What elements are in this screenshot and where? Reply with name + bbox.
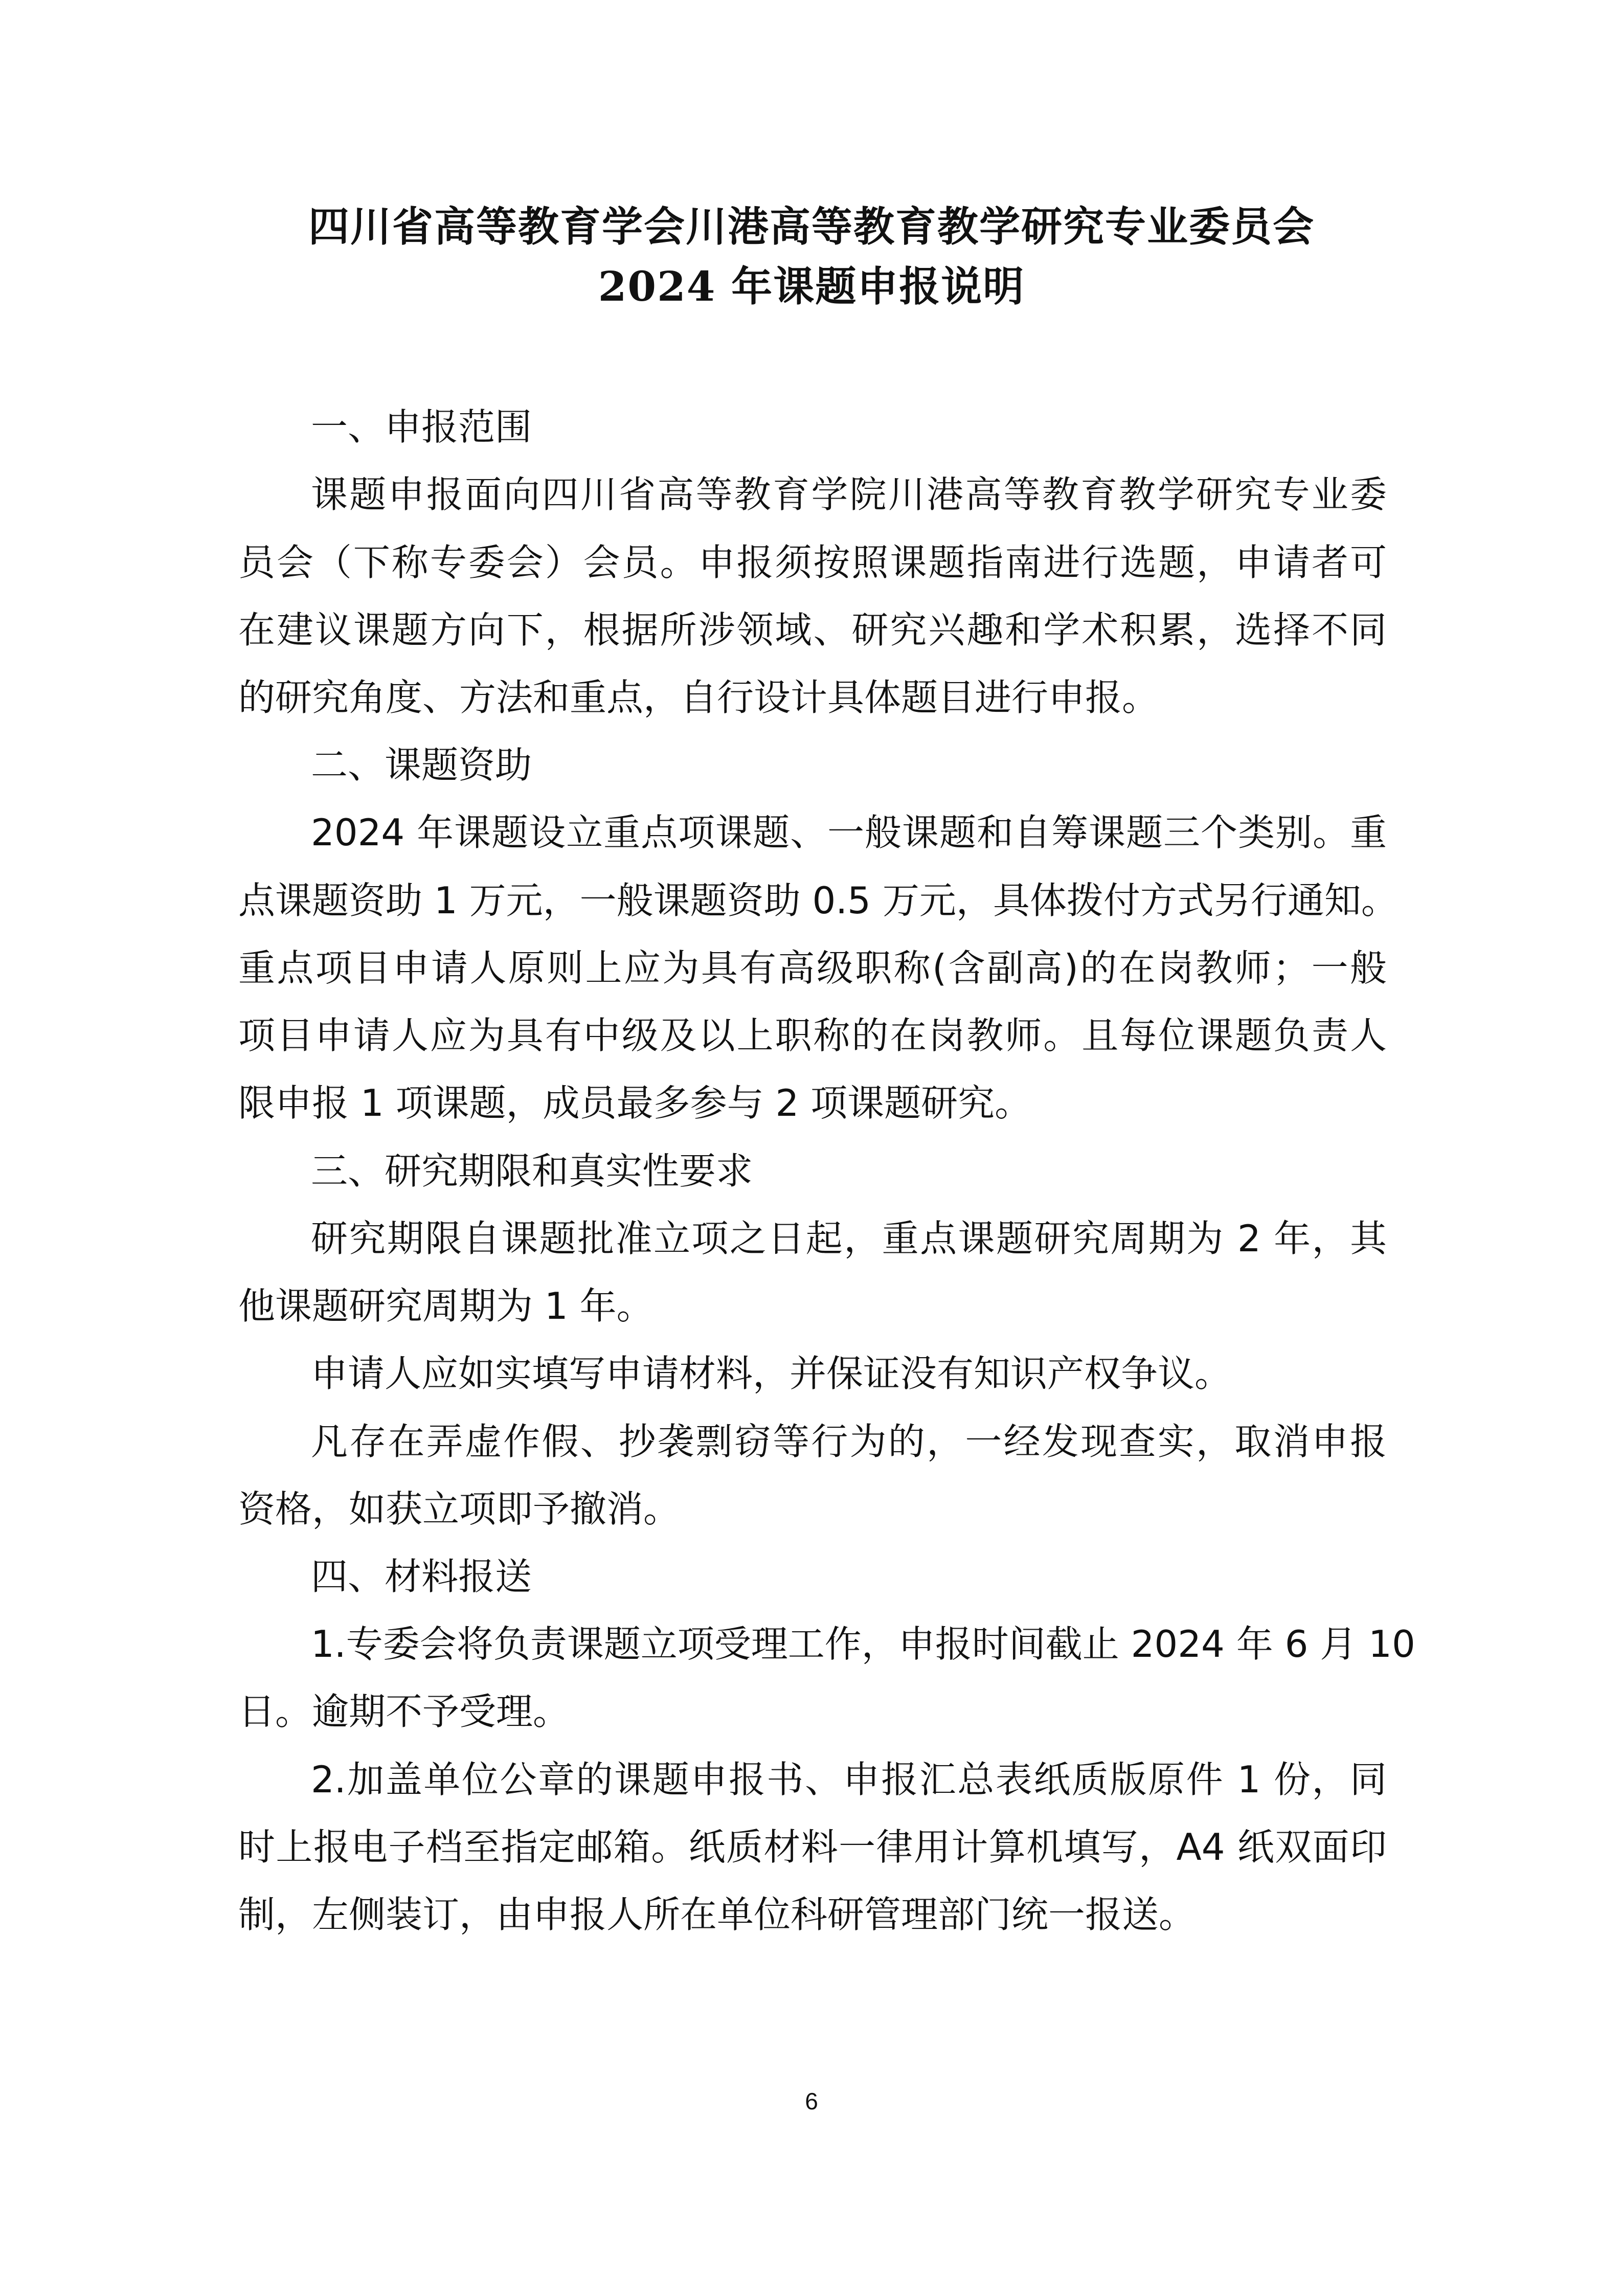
- paragraph-line: 限申报 1 项课题，成员最多参与 2 项课题研究。: [238, 1082, 1032, 1124]
- paragraph-line: 他课题研究周期为 1 年。: [238, 1285, 653, 1327]
- list-item-line: 时上报电子档至指定邮箱。纸质材料一律用计算机填写，A4 纸双面印: [238, 1826, 1387, 1869]
- document-title-line-2: 2024 年课题申报说明: [598, 262, 1025, 310]
- section-heading-submission: 四、材料报送: [311, 1555, 532, 1598]
- section-heading-scope: 一、申报范围: [311, 406, 532, 448]
- paragraph-line: 课题申报面向四川省高等教育学院川港高等教育教学研究专业委: [311, 473, 1387, 516]
- list-item-line: 2.加盖单位公章的课题申报书、申报汇总表纸质版原件 1 份，同: [311, 1758, 1387, 1801]
- section-heading-period: 三、研究期限和真实性要求: [311, 1150, 753, 1192]
- page-number: 6: [805, 2088, 818, 2114]
- paragraph-line: 员会（下称专委会）会员。申报须按照课题指南进行选题，申请者可: [238, 541, 1387, 584]
- paragraph-line: 研究期限自课题批准立项之日起，重点课题研究周期为 2 年，其: [311, 1217, 1387, 1260]
- paragraph-line: 在建议课题方向下，根据所涉领域、研究兴趣和学术积累，选择不同: [238, 609, 1387, 651]
- list-item-line: 1.专委会将负责课题立项受理工作，申报时间截止 2024 年 6 月 10: [311, 1623, 1415, 1665]
- paragraph-line: 的研究角度、方法和重点，自行设计具体题目进行申报。: [238, 676, 1159, 719]
- paragraph-line: 2024 年课题设立重点项课题、一般课题和自筹课题三个类别。重: [311, 811, 1387, 854]
- paragraph-line: 重点项目申请人原则上应为具有高级职称(含副高)的在岗教师；一般: [238, 947, 1387, 989]
- list-item-line: 制，左侧装订，由申报人所在单位科研管理部门统一报送。: [238, 1893, 1196, 1936]
- paragraph-line: 项目申请人应为具有中级及以上职称的在岗教师。且每位课题负责人: [238, 1014, 1387, 1057]
- section-heading-funding: 二、课题资助: [311, 744, 532, 786]
- paragraph-line: 点课题资助 1 万元，一般课题资助 0.5 万元，具体拨付方式另行通知。: [238, 879, 1398, 922]
- document-title-line-1: 四川省高等教育学会川港高等教育教学研究专业委员会: [308, 202, 1315, 251]
- paragraph-line: 申请人应如实填写申请材料，并保证没有知识产权争议。: [311, 1352, 1232, 1395]
- list-item-line: 日。逾期不予受理。: [238, 1690, 570, 1733]
- paragraph-line: 资格，如获立项即予撤消。: [238, 1488, 681, 1530]
- paragraph-line: 凡存在弄虚作假、抄袭剽窃等行为的，一经发现查实，取消申报: [311, 1420, 1387, 1463]
